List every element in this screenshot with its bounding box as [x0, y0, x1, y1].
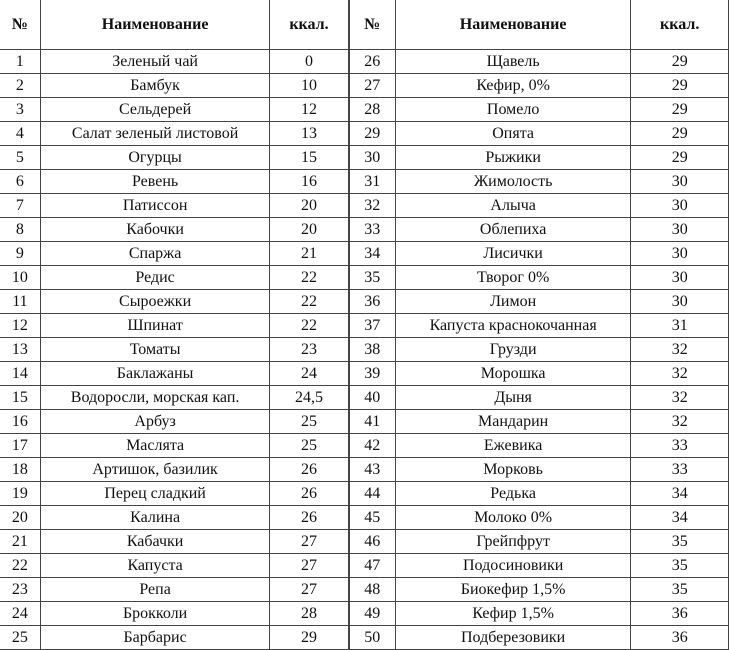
cell-name: Морковь [395, 458, 631, 482]
cell-kcal: 32 [631, 386, 729, 410]
cell-name: Щавель [395, 50, 631, 74]
cell-name: Патиссон [40, 194, 270, 218]
cell-name: Грейпфрут [395, 530, 631, 554]
cell-name: Биокефир 1,5% [395, 578, 631, 602]
table-row [0, 554, 729, 578]
cell-name: Подосиновики [395, 554, 631, 578]
cell-kcal: 30 [631, 218, 729, 242]
cell-name: Морошка [395, 362, 631, 386]
cell-kcal: 10 [270, 74, 349, 98]
cell-name: Капуста краснокочанная [395, 314, 631, 338]
table-row [0, 314, 729, 338]
table-row [0, 482, 729, 506]
table-row [0, 146, 729, 170]
cell-kcal: 0 [270, 50, 349, 74]
cell-kcal: 34 [631, 506, 729, 530]
cell-kcal: 36 [631, 602, 729, 626]
cell-name: Лисички [395, 242, 631, 266]
cell-name: Перец сладкий [40, 482, 270, 506]
cell-num: 32 [349, 194, 396, 218]
cell-num: 24 [0, 602, 40, 626]
table-row [0, 530, 729, 554]
table-row [0, 266, 729, 290]
table-row [0, 362, 729, 386]
table-row [0, 194, 729, 218]
cell-name: Барбарис [40, 626, 270, 650]
cell-name: Дыня [395, 386, 631, 410]
cell-kcal: 30 [631, 266, 729, 290]
cell-kcal: 29 [631, 146, 729, 170]
cell-num: 41 [349, 410, 396, 434]
cell-num: 13 [0, 338, 40, 362]
cell-num: 47 [349, 554, 396, 578]
cell-num: 38 [349, 338, 396, 362]
cell-name: Помело [395, 98, 631, 122]
cell-kcal: 30 [631, 170, 729, 194]
header-kcal-2: ккал. [631, 0, 729, 50]
cell-name: Калина [40, 506, 270, 530]
cell-num: 18 [0, 458, 40, 482]
cell-kcal: 35 [631, 578, 729, 602]
cell-num: 26 [349, 50, 396, 74]
cell-num: 31 [349, 170, 396, 194]
cell-num: 44 [349, 482, 396, 506]
cell-name: Лимон [395, 290, 631, 314]
table-row [0, 74, 729, 98]
header-num: № [0, 0, 40, 50]
table-row [0, 386, 729, 410]
cell-name: Репа [40, 578, 270, 602]
table-row [0, 170, 729, 194]
cell-kcal: 29 [631, 98, 729, 122]
cell-kcal: 29 [631, 50, 729, 74]
cell-num: 25 [0, 626, 40, 650]
cell-name: Салат зеленый листовой [40, 122, 270, 146]
cell-name: Жимолость [395, 170, 631, 194]
table-row [0, 410, 729, 434]
cell-name: Томаты [40, 338, 270, 362]
cell-num: 49 [349, 602, 396, 626]
cell-name: Баклажаны [40, 362, 270, 386]
cell-kcal: 33 [631, 434, 729, 458]
cell-name: Редис [40, 266, 270, 290]
cell-name: Кефир 1,5% [395, 602, 631, 626]
cell-kcal: 25 [270, 410, 349, 434]
cell-kcal: 29 [631, 122, 729, 146]
cell-name: Зеленый чай [40, 50, 270, 74]
cell-num: 7 [0, 194, 40, 218]
cell-name: Спаржа [40, 242, 270, 266]
cell-kcal: 20 [270, 194, 349, 218]
cell-kcal: 32 [631, 338, 729, 362]
cell-num: 39 [349, 362, 396, 386]
cell-name: Капуста [40, 554, 270, 578]
cell-num: 12 [0, 314, 40, 338]
table-row [0, 578, 729, 602]
cell-name: Творог 0% [395, 266, 631, 290]
cell-num: 45 [349, 506, 396, 530]
header-name: Наименование [40, 0, 270, 50]
cell-num: 36 [349, 290, 396, 314]
table-row [0, 290, 729, 314]
cell-kcal: 30 [631, 242, 729, 266]
cell-name: Алыча [395, 194, 631, 218]
cell-num: 1 [0, 50, 40, 74]
cell-num: 34 [349, 242, 396, 266]
cell-kcal: 22 [270, 314, 349, 338]
cell-name: Опята [395, 122, 631, 146]
cell-num: 30 [349, 146, 396, 170]
cell-kcal: 35 [631, 530, 729, 554]
table-row [0, 242, 729, 266]
cell-num: 33 [349, 218, 396, 242]
cell-num: 5 [0, 146, 40, 170]
cell-kcal: 25 [270, 434, 349, 458]
cell-num: 8 [0, 218, 40, 242]
cell-num: 20 [0, 506, 40, 530]
header-num-2: № [349, 0, 396, 50]
cell-num: 43 [349, 458, 396, 482]
header-row [0, 0, 729, 50]
cell-num: 6 [0, 170, 40, 194]
cell-kcal: 24,5 [270, 386, 349, 410]
cell-kcal: 31 [631, 314, 729, 338]
cell-kcal: 32 [631, 362, 729, 386]
cell-num: 35 [349, 266, 396, 290]
cell-kcal: 36 [631, 626, 729, 650]
cell-kcal: 27 [270, 530, 349, 554]
cell-num: 23 [0, 578, 40, 602]
table-row [0, 218, 729, 242]
cell-name: Брокколи [40, 602, 270, 626]
cell-kcal: 24 [270, 362, 349, 386]
cell-kcal: 16 [270, 170, 349, 194]
cell-name: Молоко 0% [395, 506, 631, 530]
cell-kcal: 26 [270, 506, 349, 530]
cell-num: 11 [0, 290, 40, 314]
header-name-2: Наименование [395, 0, 631, 50]
cell-num: 22 [0, 554, 40, 578]
cell-kcal: 27 [270, 578, 349, 602]
cell-num: 15 [0, 386, 40, 410]
cell-num: 50 [349, 626, 396, 650]
table-row [0, 50, 729, 74]
cell-kcal: 33 [631, 458, 729, 482]
cell-num: 37 [349, 314, 396, 338]
cell-kcal: 12 [270, 98, 349, 122]
cell-name: Облепиха [395, 218, 631, 242]
cell-name: Ежевика [395, 434, 631, 458]
cell-num: 28 [349, 98, 396, 122]
cell-kcal: 15 [270, 146, 349, 170]
cell-name: Ревень [40, 170, 270, 194]
cell-name: Рыжики [395, 146, 631, 170]
cell-num: 2 [0, 74, 40, 98]
cell-kcal: 35 [631, 554, 729, 578]
table-row [0, 434, 729, 458]
cell-name: Сельдерей [40, 98, 270, 122]
cell-num: 14 [0, 362, 40, 386]
cell-name: Редька [395, 482, 631, 506]
cell-num: 29 [349, 122, 396, 146]
header-kcal: ккал. [270, 0, 349, 50]
table-row [0, 458, 729, 482]
table-row [0, 98, 729, 122]
cell-num: 46 [349, 530, 396, 554]
cell-num: 21 [0, 530, 40, 554]
cell-num: 42 [349, 434, 396, 458]
cell-name: Бамбук [40, 74, 270, 98]
cell-kcal: 30 [631, 194, 729, 218]
cell-kcal: 22 [270, 266, 349, 290]
cell-kcal: 20 [270, 218, 349, 242]
cell-name: Шпинат [40, 314, 270, 338]
table-row [0, 338, 729, 362]
cell-name: Грузди [395, 338, 631, 362]
cell-num: 3 [0, 98, 40, 122]
cell-name: Огурцы [40, 146, 270, 170]
cell-name: Артишок, базилик [40, 458, 270, 482]
cell-name: Водоросли, морская кап. [40, 386, 270, 410]
cell-kcal: 27 [270, 554, 349, 578]
table-row [0, 122, 729, 146]
cell-name: Арбуз [40, 410, 270, 434]
cell-num: 48 [349, 578, 396, 602]
cell-kcal: 29 [631, 74, 729, 98]
cell-kcal: 30 [631, 290, 729, 314]
cell-name: Подберезовики [395, 626, 631, 650]
table-row [0, 602, 729, 626]
cell-num: 16 [0, 410, 40, 434]
cell-kcal: 13 [270, 122, 349, 146]
table-row [0, 626, 729, 650]
cell-num: 17 [0, 434, 40, 458]
cell-name: Маслята [40, 434, 270, 458]
cell-num: 27 [349, 74, 396, 98]
cell-kcal: 34 [631, 482, 729, 506]
cell-num: 40 [349, 386, 396, 410]
cell-name: Кефир, 0% [395, 74, 631, 98]
cell-name: Мандарин [395, 410, 631, 434]
cell-kcal: 21 [270, 242, 349, 266]
cell-name: Кабочки [40, 218, 270, 242]
cell-kcal: 26 [270, 482, 349, 506]
cell-kcal: 28 [270, 602, 349, 626]
cell-kcal: 23 [270, 338, 349, 362]
cell-num: 4 [0, 122, 40, 146]
cell-kcal: 26 [270, 458, 349, 482]
cell-num: 10 [0, 266, 40, 290]
cell-kcal: 22 [270, 290, 349, 314]
cell-name: Кабачки [40, 530, 270, 554]
cell-kcal: 29 [270, 626, 349, 650]
table-row [0, 506, 729, 530]
cell-kcal: 32 [631, 410, 729, 434]
cell-name: Сыроежки [40, 290, 270, 314]
cell-num: 19 [0, 482, 40, 506]
cell-num: 9 [0, 242, 40, 266]
